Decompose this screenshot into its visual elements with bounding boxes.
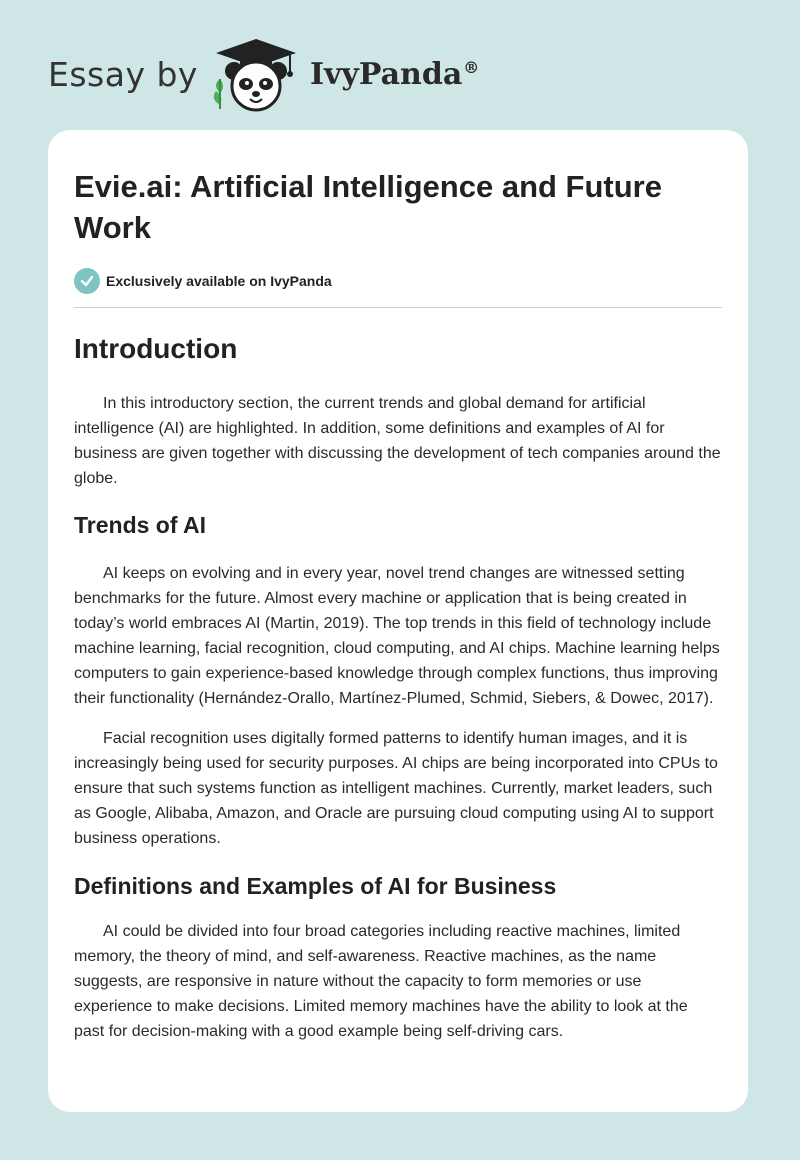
exclusive-badge [74,268,722,294]
exclusive-label: Exclusively available on IvyPanda [106,273,332,289]
divider [74,307,722,308]
paragraph-trends-2: Facial recognition uses digitally formed patterns to identify human images, and it is increasingly being used for security purposes. AI chips are being incorporated into CPUs to ensure that such systems function as intelligent machines. Currently, market leaders, such as Google, Alibaba, Amazon, and Oracle are pursuing cloud computing using AI to support business operations. [74,730,718,847]
paragraph-trends-1: AI keeps on evolving and in every year, novel trend changes are witnessed setting benchmarks for the future. Almost every machine or application that is being created in today’s world embraces AI (Martin, 2019). The top trends in this field of technology include machine learning, facial recognition, cloud computing, and AI chips. Machine learning helps computers to gain experience-based knowledge through complex functions, thus improving their functionality (Hernández-Orallo, Martínez-Plumed, Schmid, Siebers, & Dowec, 2017). [74,565,720,707]
paragraph-definitions-1: AI could be divided into four broad categories including reactive machines, limited memory, the theory of mind, and self-awareness. Reactive machines, as the name suggests, are responsive in nature without the capacity to form memories or use experience to make decisions. Limited memory machines have the ability to look at the past for decision-making with a good example being self-driving cars. [74,923,688,1040]
essay-title: Evie.ai: Artificial Intelligence and Future Work [74,169,662,245]
check-icon [74,268,100,294]
section-heading-introduction: Introduction [74,333,238,364]
section-heading-trends: Trends of AI [74,512,207,538]
paragraph-intro: In this introductory section, the current trends and global demand for artificial intelligence (AI) are highlighted. In addition, some definitions and examples of AI for business are given together with discussing the development of tech companies around the globe. [74,395,721,487]
brand-name: IvyPanda® [309,56,480,92]
section-heading-definitions: Definitions and Examples of AI for Business [74,873,557,899]
panda-graduate-icon [210,35,302,113]
essay-by-label: Essay by [48,54,198,94]
essay-card [48,130,748,1112]
site-header [48,34,479,114]
